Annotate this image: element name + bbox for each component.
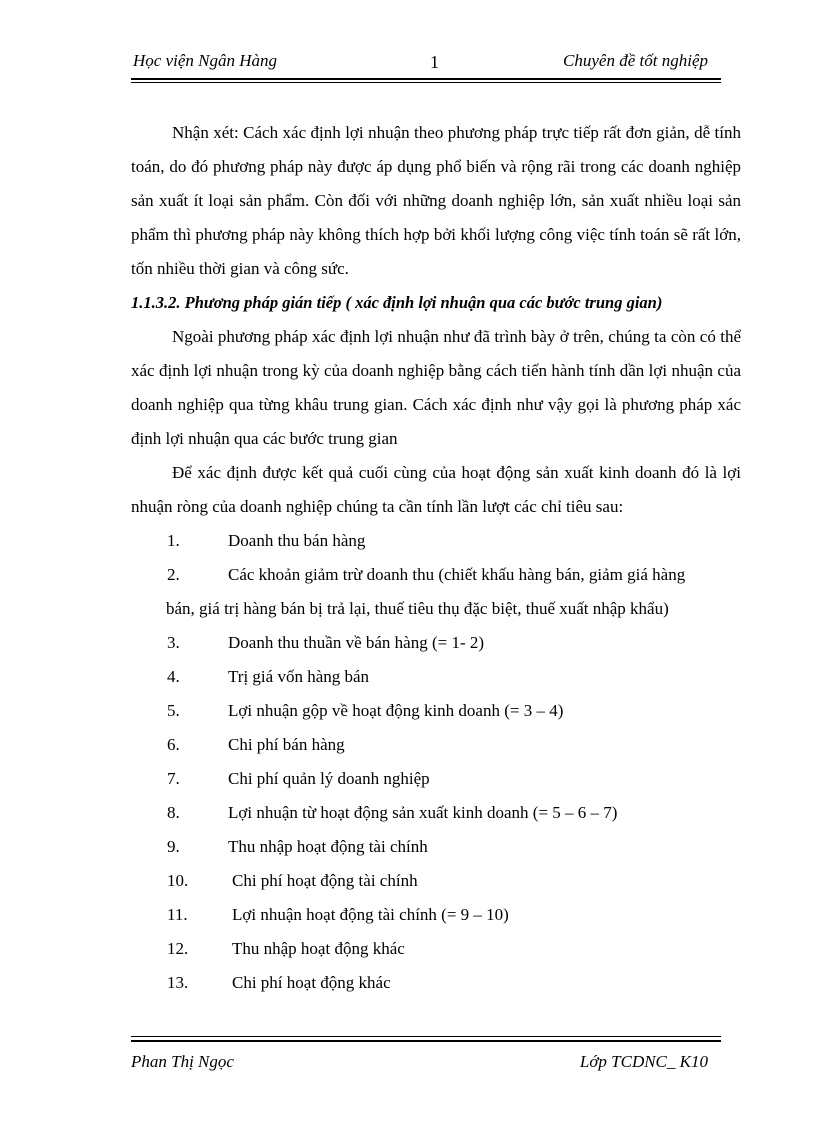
section-heading: 1.1.3.2. Phương pháp gián tiếp ( xác định lợi nhuận qua các bước trung gian) [131, 293, 663, 312]
list-item [131, 558, 741, 626]
list-item-text: Chi phí quản lý doanh nghiệp [228, 769, 430, 788]
list-item [131, 626, 741, 660]
list-item [131, 864, 741, 898]
list-item-number: 11. [167, 905, 188, 924]
header-rule-bottom [131, 82, 721, 83]
list-item-number: 10. [167, 871, 189, 890]
indicator-list [131, 524, 741, 1000]
list-item [131, 966, 741, 1000]
list-item [131, 524, 741, 558]
list-item-number: 1. [167, 531, 180, 550]
header-rule-top [131, 78, 721, 80]
paragraph-remark: Nhận xét: Cách xác định lợi nhuận theo phương pháp trực tiếp rất đơn giản, dễ tính toán, do đó phương pháp này được áp dụng phổ biến và rộng rãi trong các doanh nghiệp sản xuất ít loại sản phẩm. Còn đối với những doanh nghiệp lớn, sản xuất nhiều loại sản phẩm thì phương pháp này không thích hợp bởi khối lượng công việc tính toán sẽ rất lớn, tốn nhiều thời gian và công sức. [131, 123, 741, 278]
list-item [131, 932, 741, 966]
list-item-number: 3. [167, 633, 180, 652]
list-item [131, 660, 741, 694]
list-item-number: 2. [167, 565, 180, 584]
list-item [131, 898, 741, 932]
list-item-number: 7. [167, 769, 180, 788]
list-item-text: Lợi nhuận hoạt động tài chính (= 9 – 10) [232, 905, 509, 924]
list-item [131, 796, 741, 830]
footer-author: Phan Thị Ngọc [131, 1052, 234, 1071]
list-item-text: Thu nhập hoạt động tài chính [228, 837, 428, 856]
list-item-number: 5. [167, 701, 180, 720]
list-item [131, 762, 741, 796]
footer-class: Lớp TCDNC_ K10 [579, 1052, 708, 1071]
list-item-text: Chi phí hoạt động khác [232, 973, 391, 992]
list-item-text: Doanh thu thuần về bán hàng (= 1- 2) [228, 633, 485, 652]
list-item-text: Trị giá vốn hàng bán [228, 667, 370, 686]
list-item [131, 694, 741, 728]
list-item-number: 8. [167, 803, 180, 822]
list-item-number: 12. [167, 939, 189, 958]
header-institution: Học viện Ngân Hàng [133, 51, 278, 70]
list-item-text: Chi phí bán hàng [228, 735, 345, 754]
list-item-text: Doanh thu bán hàng [228, 531, 366, 550]
footer-rule-bottom [131, 1040, 721, 1042]
list-item-text: Lợi nhuận gộp về hoạt động kinh doanh (= 3 – 4) [228, 701, 564, 720]
list-item-continuation: bán, giá trị hàng bán bị trả lại, thuế tiêu thụ đặc biệt, thuế xuất nhập khẩu) [166, 599, 669, 618]
list-item-text: Thu nhập hoạt động khác [232, 939, 405, 958]
list-item-number: 13. [167, 973, 189, 992]
list-item-text: Lợi nhuận từ hoạt động sản xuất kinh doanh (= 5 – 6 – 7) [228, 803, 618, 822]
list-item-number: 9. [167, 837, 180, 856]
list-item-text: Các khoản giảm trừ doanh thu (chiết khấu hàng bán, giảm giá hàng [228, 565, 686, 584]
list-item-number: 6. [167, 735, 180, 754]
list-item [131, 728, 741, 762]
list-item-text: Chi phí hoạt động tài chính [232, 871, 418, 890]
list-item-number: 4. [167, 667, 180, 686]
paragraph-indicators-intro: Để xác định được kết quả cuối cùng của hoạt động sản xuất kinh doanh đó là lợi nhuận ròng của doanh nghiệp chúng ta cần tính lần lượt các chỉ tiêu sau: [131, 463, 741, 516]
paragraph-indirect-method: Ngoài phương pháp xác định lợi nhuận như đã trình bày ở trên, chúng ta còn có thể xác định lợi nhuận trong kỳ của doanh nghiệp bằng cách tiến hành tính dần lợi nhuận của doanh nghiệp qua từng khâu trung gian. Cách xác định như vậy gọi là phương pháp xác định lợi nhuận qua các bước trung gian [131, 327, 741, 448]
header-document-type: Chuyên đề tốt nghiệp [563, 51, 708, 70]
footer-rule-top [131, 1036, 721, 1037]
main-content [131, 116, 741, 1000]
list-item [131, 830, 741, 864]
page-number: 1 [430, 52, 439, 72]
